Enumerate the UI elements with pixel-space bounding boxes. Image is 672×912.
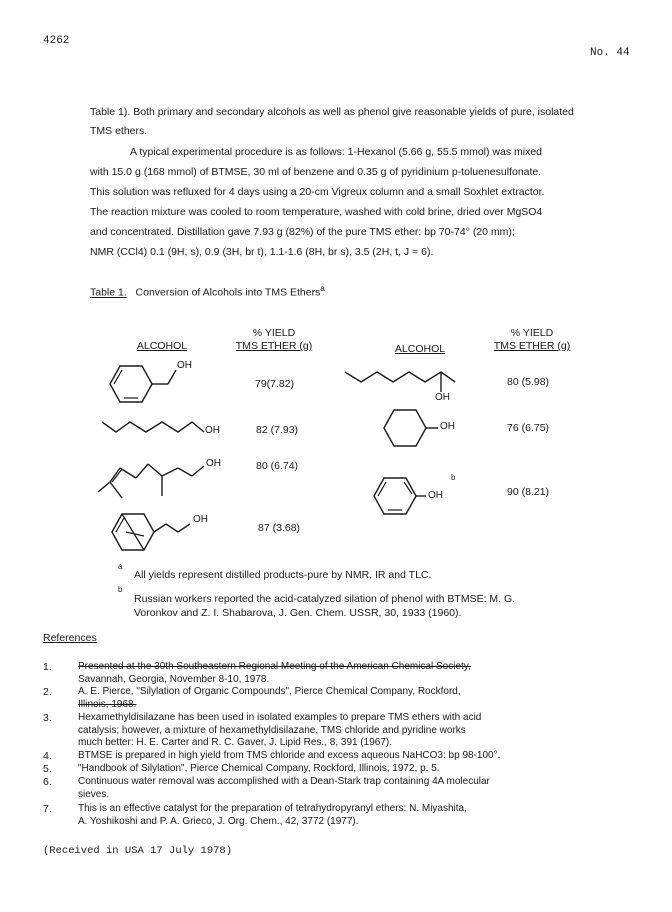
label-oh-4: OH [193, 514, 208, 525]
footnote-b-mark: b [118, 585, 123, 594]
col-alcohol-left: ALCOHOL [136, 340, 188, 352]
ref-1: Presented at the 30th Southeastern Regional Meeting of the American Chemical Society, Savannah, Georgia, November 8-10, 1978. [78, 661, 471, 685]
label-oh-2: OH [205, 425, 220, 436]
ref-num-5: 5. [43, 763, 52, 775]
table-title-mark: a [320, 284, 325, 293]
procedure-line-4: The reaction mixture was cooled to room temperature, washed with cold brine, dried over MgSO4 [90, 206, 543, 218]
footnote-a-mark: a [118, 562, 123, 571]
label-oh-7: OH [428, 490, 443, 501]
yield-right-2: 76 (6.75) [507, 422, 550, 434]
label-oh-6: OH [440, 421, 455, 432]
intro-line-2: TMS ethers. [90, 125, 148, 137]
col-yield-left: % YIELD TMS ETHER (g) [235, 327, 313, 352]
structure-benzyl-alcohol [100, 358, 210, 410]
ref-7: This is an effective catalyst for the preparation of tetrahydropyranyl ethers: N. Miyashita, A. Yoshikoshi and P. A. Grieco, J. Org. Chem., 42, 3772 (1977). [78, 803, 467, 827]
label-oh-5: OH [435, 392, 450, 403]
table-label: Table 1. [90, 286, 127, 299]
label-oh-3: OH [206, 458, 221, 469]
yield-left-1: 79(7.82) [255, 378, 295, 390]
issue-number: No. 44 [590, 47, 630, 59]
intro-line-1: Table 1). Both primary and secondary alcohols as well as phenol give reasonable yields of pure, isolated [90, 106, 574, 118]
col-alcohol-right: ALCOHOL [394, 343, 446, 355]
yield-right-3: 90 (8.21) [507, 486, 550, 498]
procedure-line-5: and concentrated. Distillation gave 7.93 g (82%) of the pure TMS ether: bp 70-74° (20 mm); [90, 226, 515, 238]
received-date: (Received in USA 17 July 1978) [43, 845, 233, 857]
structure-hexanol [100, 412, 210, 442]
procedure-line-1: A typical experimental procedure is as follows: 1-Hexanol (5.66 g, 55.5 mmol) was mixed [130, 146, 543, 158]
procedure-line-3: This solution was refluxed for 4 days using a 20-cm Vigreux column and a small Soxhlet extractor. [90, 186, 545, 198]
page-number: 4262 [43, 35, 70, 47]
footnote-b-line-2: Voronkov and Z. I. Shabarova, J. Gen. Chem. USSR, 30, 1933 (1960). [134, 607, 462, 619]
ref-num-3: 3. [43, 712, 52, 724]
ref-num-7: 7. [43, 803, 52, 815]
ref-num-1: 1. [43, 661, 52, 673]
phenol-mark: b [451, 473, 456, 482]
ref-5: "Handbook of Silylation", Pierce Chemical Company, Rockford, Illinois, 1972, p. 5. [78, 763, 440, 774]
yield-right-1: 80 (5.98) [507, 376, 550, 388]
ref-num-6: 6. [43, 776, 52, 788]
ref-4: BTMSE is prepared in high yield from TMS chloride and excess aqueous NaHCO3: bp 98-100°. [78, 750, 501, 761]
yield-left-3: 80 (6.74) [256, 460, 299, 472]
ref-num-2: 2. [43, 686, 52, 698]
ref-2: A. E. Pierce, "Silylation of Organic Compounds", Pierce Chemical Company, Rockford, Illinois, 1968. [78, 686, 461, 710]
label-oh-1: OH [177, 360, 192, 371]
footnote-b-line-1: Russian workers reported the acid-catalyzed silation of phenol with BTMSE: M. G. [134, 593, 516, 605]
table-caption: Conversion of Alcohols into TMS Ethers [135, 286, 321, 299]
yield-left-4: 87 (3.68) [258, 522, 301, 534]
ref-num-4: 4. [43, 750, 52, 762]
table-title [90, 284, 325, 299]
references-heading: References [43, 632, 97, 644]
ref-6: Continuous water removal was accomplished with a Dean-Stark trap containing 4A molecular sieves. [78, 776, 490, 800]
yield-left-2: 82 (7.93) [256, 424, 299, 436]
ref-3: Hexamethyldisilazane has been used in isolated examples to prepare TMS ethers with acid catalysis; however, a mixture of hexamethyldisilazane, TMS chloride and pyridine works much better: H. E. Carter and R. C. Gaver, J. Lipid Res., 8, 391 (1967). [78, 712, 482, 748]
col-yield-right: % YIELD TMS ETHER (g) [493, 327, 571, 352]
structure-octanol [343, 364, 473, 404]
procedure-line-2: with 15.0 g (168 mmol) of BTMSE, 30 ml of benzene and 0.35 g of pyridinium p-toluenesulfonate. [90, 166, 542, 178]
procedure-line-6: NMR (CCl4) 0.1 (9H, s), 0.9 (3H, br t), 1.1-1.6 (8H, br s), 3.5 (2H, t, J = 6). [90, 246, 434, 258]
footnote-a: All yields represent distilled products-pure by NMR, IR and TLC. [134, 569, 432, 581]
